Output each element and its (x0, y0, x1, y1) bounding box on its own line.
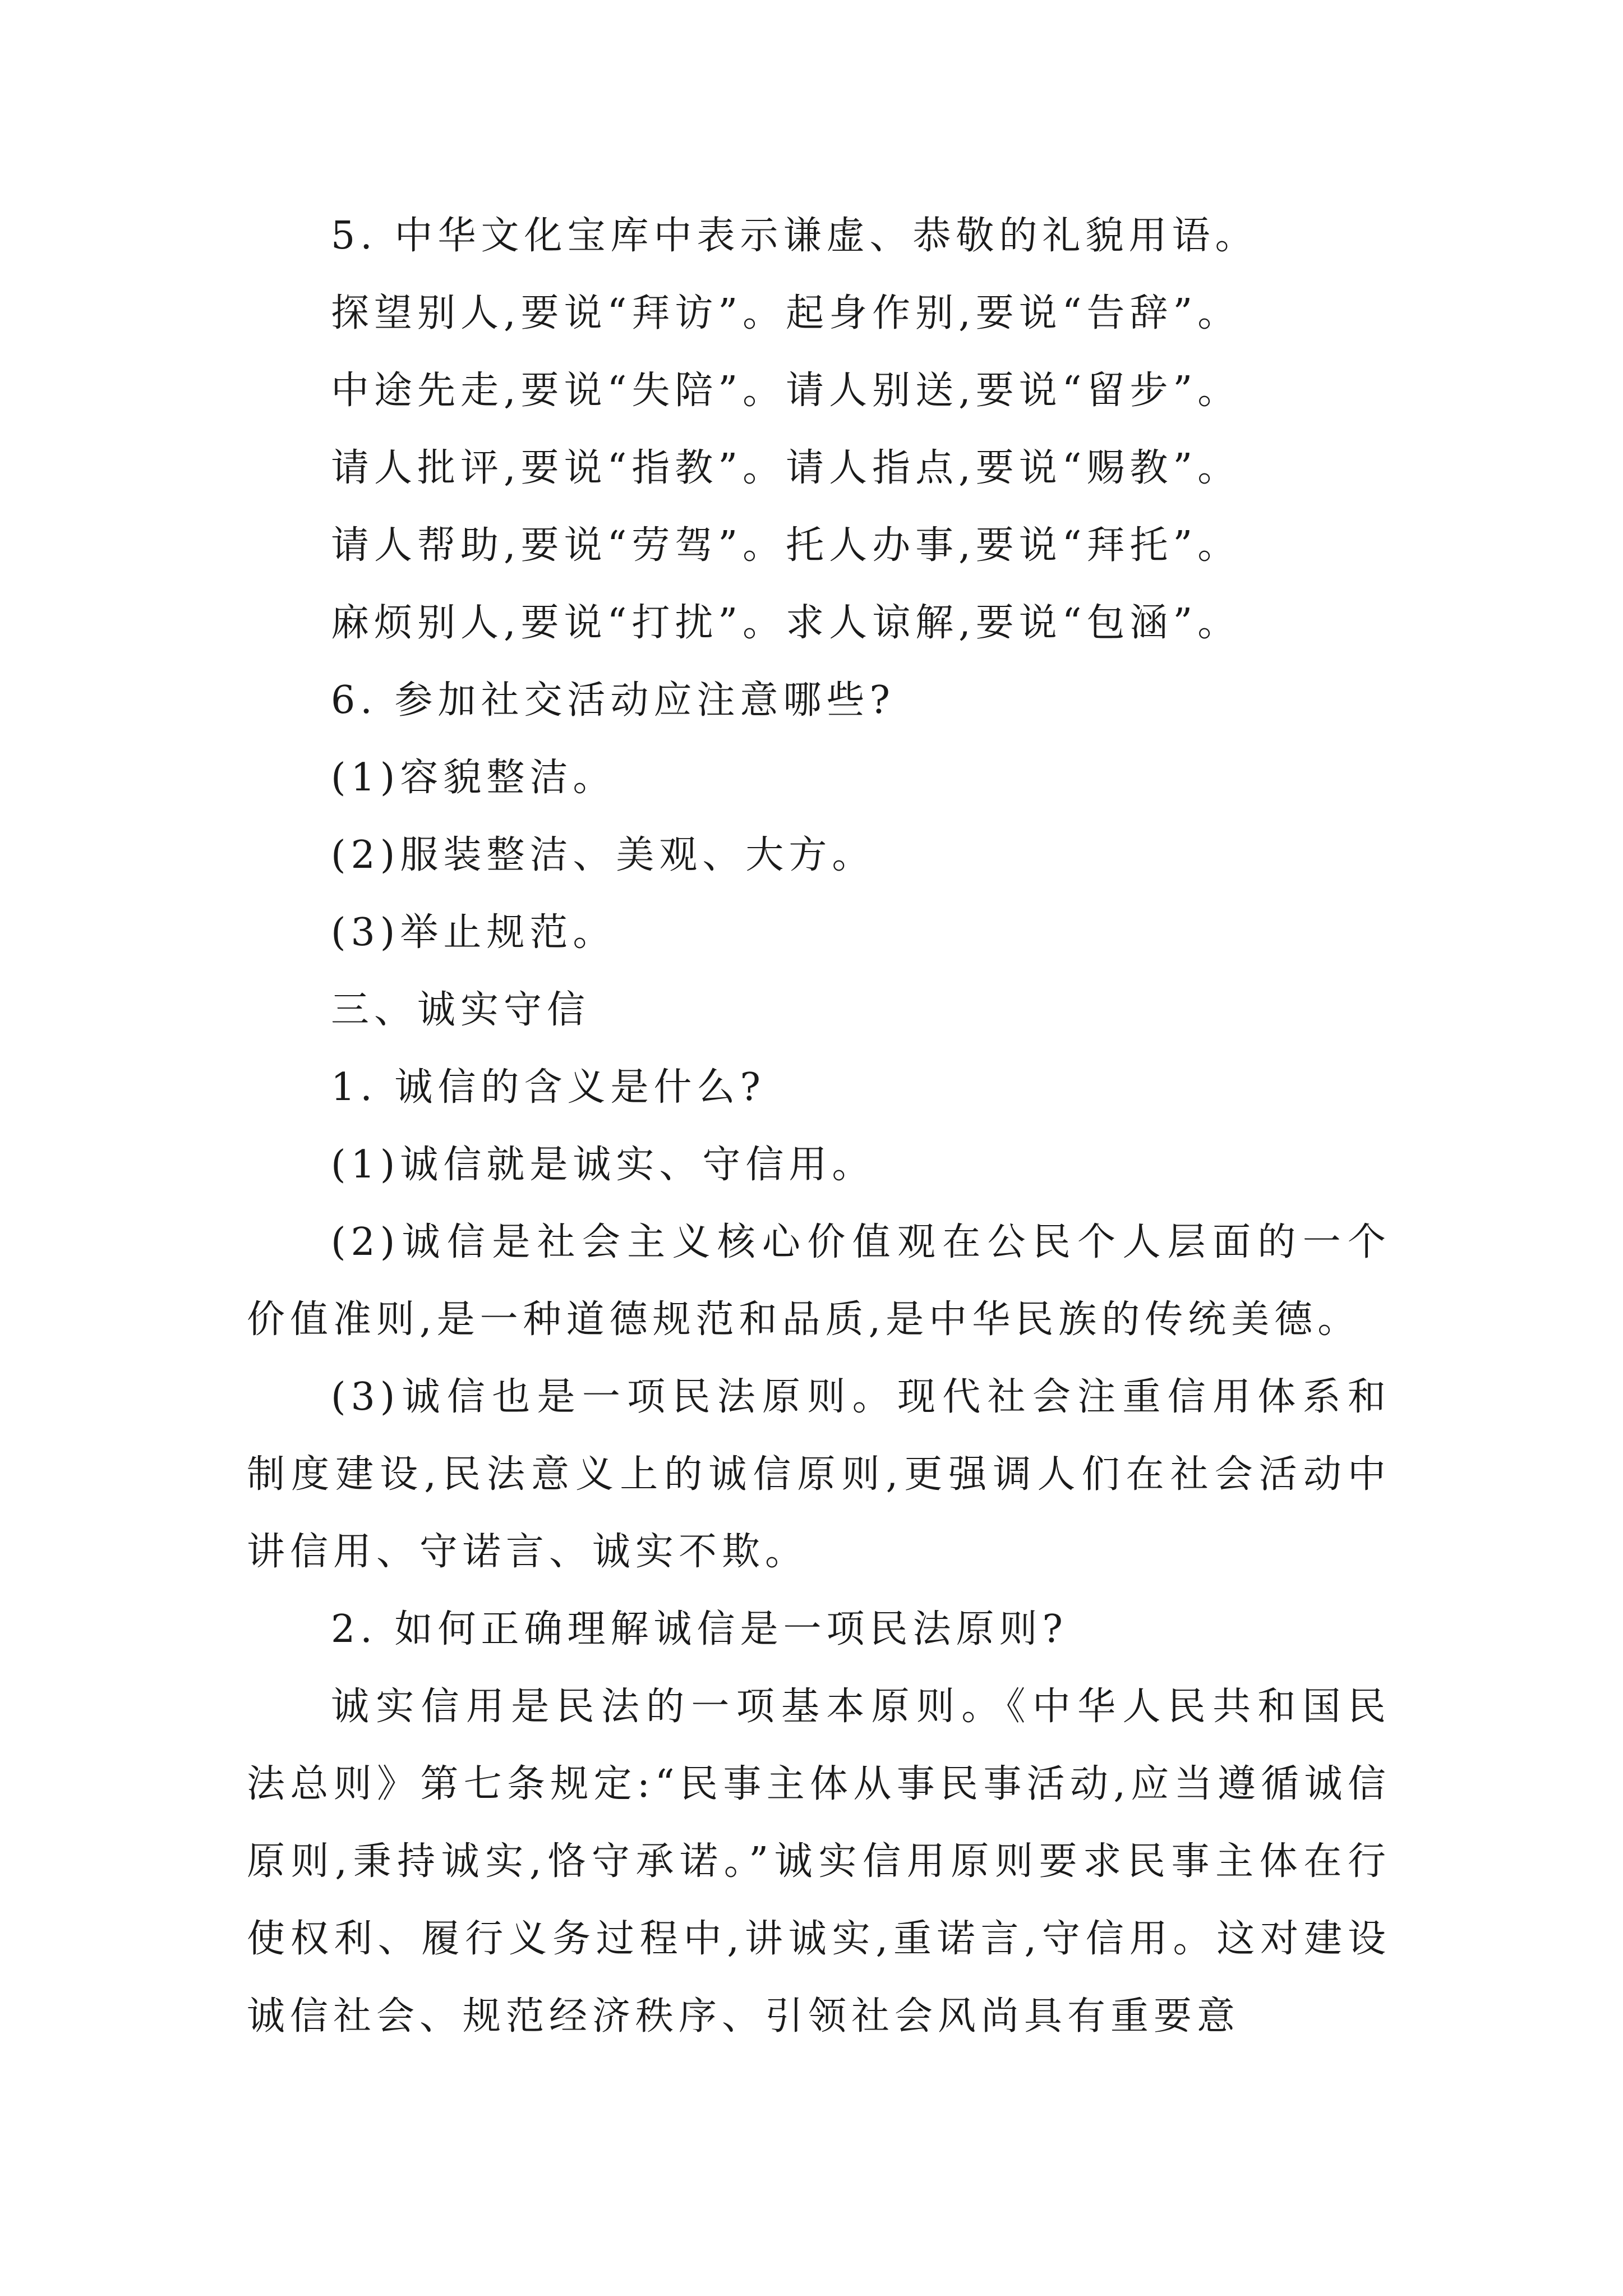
polite-phrase-line-5: 麻烦别人,要说“打扰”。求人谅解,要说“包涵”。 (331, 601, 1241, 645)
list-item-appearance: (1)容貌整洁。 (331, 756, 616, 800)
polite-phrase-line-1: 探望别人,要说“拜访”。起身作别,要说“告辞”。 (331, 291, 1241, 335)
item-heading-1: 1. 诚信的含义是什么? (331, 1065, 766, 1110)
page-content (247, 197, 1391, 2055)
item-heading-2: 2. 如何正确理解诚信是一项民法原则? (331, 1607, 1068, 1651)
list-item-definition: (1)诚信就是诚实、守信用。 (331, 1143, 875, 1187)
item-heading-5: 5. 中华文化宝库中表示谦虚、恭敬的礼貌用语。 (331, 214, 1258, 258)
paragraph-value-principle: (2)诚信是社会主义核心价值观在公民个人层面的一个价值准则,是一种道德规范和品质,是中华民族的传统美德。 (247, 1220, 1391, 1342)
item-heading-6: 6. 参加社交活动应注意哪些? (331, 678, 895, 723)
list-item-clothing: (2)服装整洁、美观、大方。 (331, 833, 875, 877)
polite-phrase-line-3: 请人批评,要说“指教”。请人指点,要说“赐教”。 (331, 446, 1241, 490)
polite-phrase-line-4: 请人帮助,要说“劳驾”。托人办事,要说“拜托”。 (331, 523, 1241, 568)
section-heading-honesty: 三、诚实守信 (331, 988, 591, 1032)
polite-phrase-line-2: 中途先走,要说“失陪”。请人别送,要说“留步”。 (331, 369, 1241, 413)
paragraph-civil-law-principle: (3)诚信也是一项民法原则。现代社会注重信用体系和制度建设,民法意义上的诚信原则,更强调人们在社会活动中讲信用、守诺言、诚实不欺。 (247, 1375, 1391, 1574)
list-item-behavior: (3)举止规范。 (331, 910, 616, 955)
paragraph-civil-code: 诚实信用是民法的一项基本原则。《中华人民共和国民法总则》第七条规定:“民事主体从事民事活动,应当遵循诚信原则,秉持诚实,恪守承诺。”诚实信用原则要求民事主体在行使权利、履行义务过程中,讲诚实,重诺言,守信用。这对建设诚信社会、规范经济秩序、引领社会风尚具有重要意 (247, 1685, 1391, 2039)
